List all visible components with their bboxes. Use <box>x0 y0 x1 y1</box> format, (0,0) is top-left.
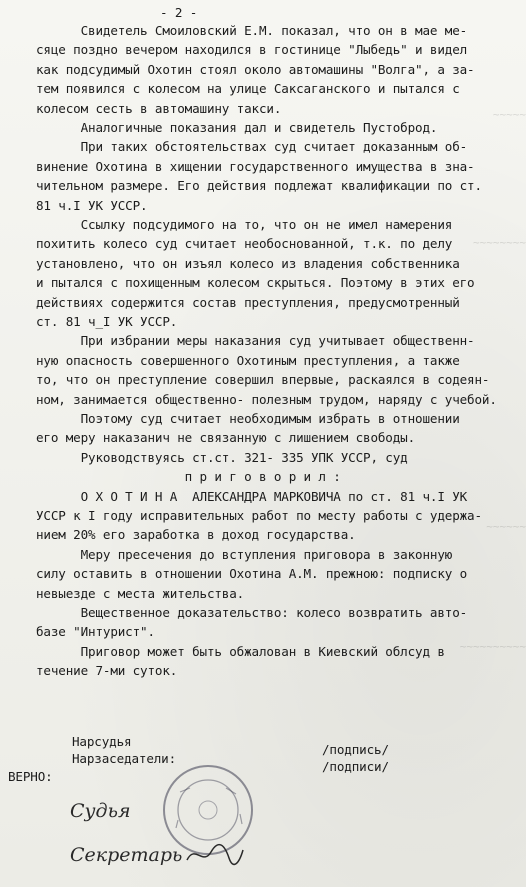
text-line: сяце поздно вечером находился в гостинице "Лыбедь" и видел <box>36 42 468 58</box>
text-line: и пытался с похищенным колесом скрыться. Поэтому в этих его <box>36 275 475 291</box>
text-line: колесом сесть в автомашину такси. <box>36 100 282 116</box>
text-line: его меру наказанич не связанную с лишением свободы. <box>36 430 416 446</box>
text-line: похитить колесо суд считает необоснованной, т.к. по делу <box>36 236 453 252</box>
show-through-mark: ~~~~~ <box>492 108 526 121</box>
text-line: тем появился с колесом на улице Саксаганского и пытался с <box>36 81 460 97</box>
text-line: Свидетель Смоиловский Е.М. показал, что он в мае ме- <box>36 23 468 38</box>
text-line: невыезде с места жительства. <box>36 585 245 601</box>
text-line: О Х О Т И Н А АЛЕКСАНДРА МАРКОВИЧА по ст. 81 ч.I УК <box>36 488 468 504</box>
text-line: как подсудимый Охотин стоял около автомашины "Волга", а за- <box>36 61 475 77</box>
page-number: - 2 - <box>160 5 198 20</box>
text-line: установлено, что он изъял колесо из владения собственника <box>36 255 460 271</box>
show-through-mark: ~~~~~~ <box>486 520 526 533</box>
text-line: Поэтому суд считает необходимым избрать в отношении <box>36 411 460 426</box>
judge-signature: Судья <box>70 800 131 822</box>
text-line: винение Охотина в хищении государственного имущества в зна- <box>36 158 475 174</box>
text-line: течение 7-ми суток. <box>36 663 178 679</box>
text-line: При избрании меры наказания суд учитывает общественн- <box>36 333 475 349</box>
text-line: УССР к I году исправительных работ по месту работы с удержа- <box>36 508 482 523</box>
judge-label: Нарсудья <box>72 734 132 749</box>
text-line: нием 20% его заработка в доход государства. <box>36 527 356 543</box>
text-line: При таких обстоятельствах суд считает доказанным об- <box>36 139 468 155</box>
signature-placeholder-2: /подписи/ <box>322 759 389 774</box>
verno-label: ВЕРНО: <box>8 769 53 784</box>
text-line: ном, занимается общественно- полезным трудом, наряду с учебой. <box>36 391 497 407</box>
text-line: то, что он преступление совершил впервые, раскаялся в содеян- <box>36 372 490 388</box>
text-line: Приговор может быть обжалован в Киевский облсуд в <box>36 643 445 659</box>
text-line: ст. 81 ч_I УК УССР. <box>36 314 178 329</box>
text-line: Ссылку подсудимого на то, что он не имел намерения <box>36 217 453 232</box>
signature-placeholder-1: /подпись/ <box>322 742 389 757</box>
show-through-mark: ~~~~~~~~~~ <box>459 640 526 653</box>
text-line: действиях содержится состав преступления, предусмотренный <box>36 294 460 310</box>
text-line: ную опасность совершенного Охотиным преступления, а также <box>36 352 460 368</box>
text-line: 81 ч.I УК УССР. <box>36 197 148 213</box>
text-line: п р и г о в о р и л : <box>36 469 341 485</box>
secretary-signature: Секретарь <box>70 844 183 866</box>
handwritten-signature-scribble <box>185 842 245 868</box>
text-line: Аналогичные показания дал и свидетель Пустоброд. <box>36 120 438 135</box>
assessors-label: Нарзаседатели: <box>72 751 177 766</box>
text-line: Вещественное доказательство: колесо возвратить авто- <box>36 605 468 620</box>
text-line: базе "Интурист". <box>36 624 155 640</box>
text-line: Меру пресечения до вступления приговора в законную <box>36 546 453 562</box>
text-line: Руководствуясь ст.ст. 321- 335 УПК УССР, суд <box>36 449 408 465</box>
text-line: чительном размере. Его действия подлежат квалификации по ст. <box>36 178 482 194</box>
show-through-mark: ~~~~~~~~ <box>473 236 526 249</box>
text-line: силу оставить в отношении Охотина А.М. прежною: подписку о <box>36 566 468 582</box>
